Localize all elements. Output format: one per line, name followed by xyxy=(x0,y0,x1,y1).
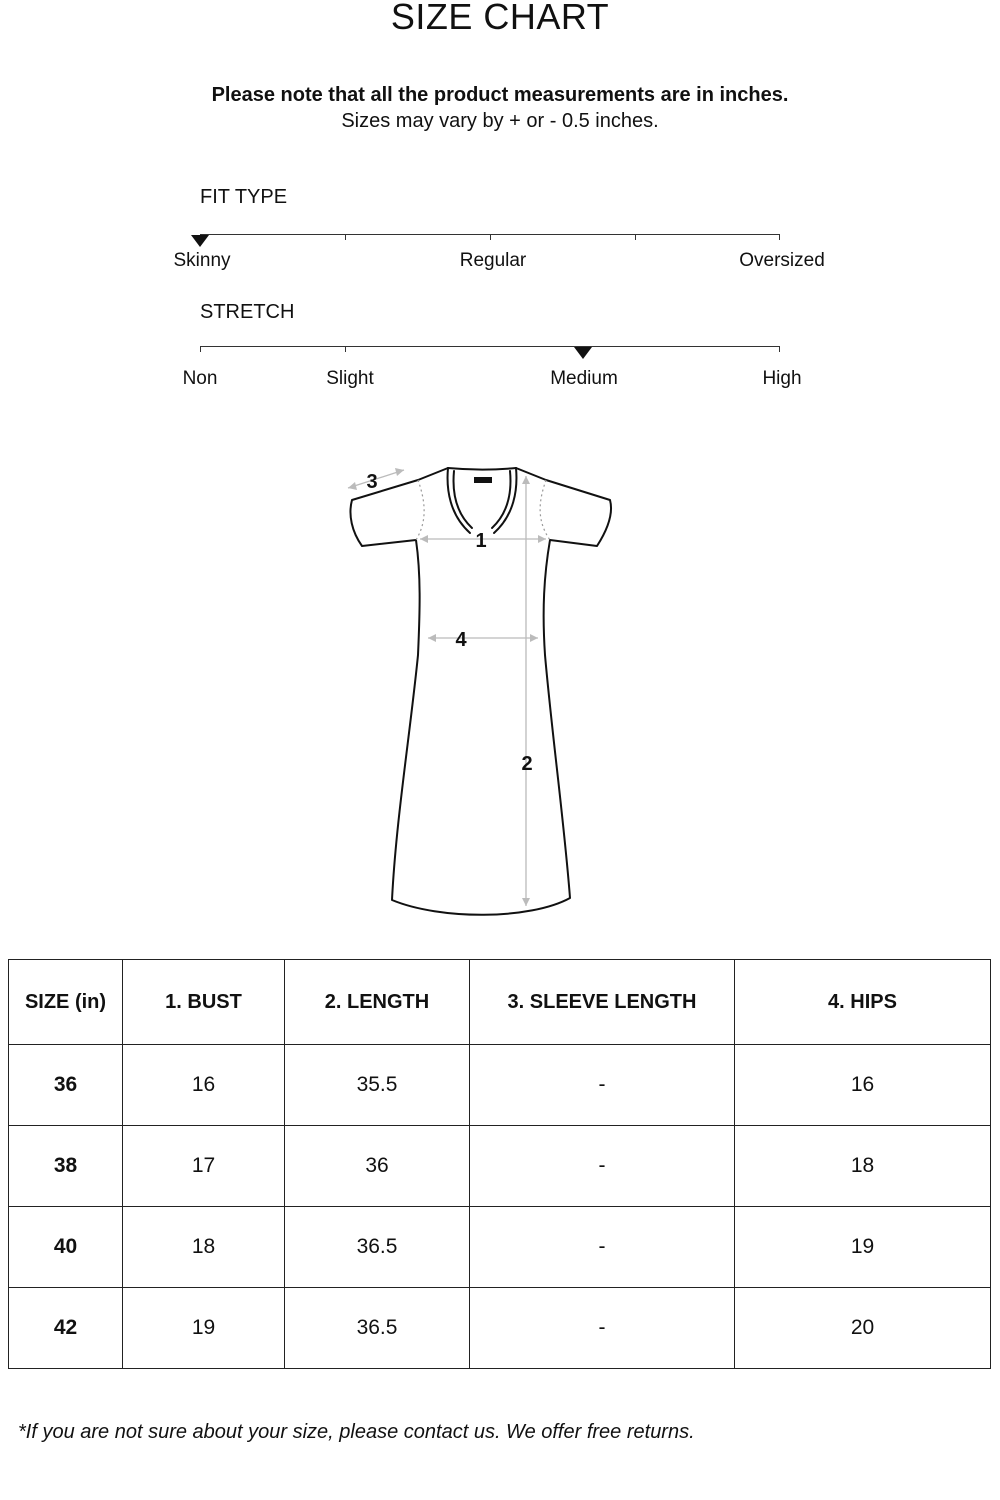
size-table xyxy=(8,959,991,1369)
cell-length: 36.5 xyxy=(285,1288,470,1369)
stretch-tick xyxy=(779,346,780,352)
cell-sleeve-length: - xyxy=(470,1288,735,1369)
stretch-title: STRETCH xyxy=(200,301,295,323)
fit-type-tick xyxy=(779,234,780,240)
stretch-label-non: Non xyxy=(182,368,218,389)
stretch-label-slight: Slight xyxy=(326,368,374,389)
variance-note: Sizes may vary by + or - 0.5 inches. xyxy=(341,110,659,132)
stretch-label-high: High xyxy=(762,368,802,389)
cell-hips: 20 xyxy=(735,1288,991,1369)
diagram-marker-length: 2 xyxy=(521,753,533,775)
stretch-line xyxy=(200,346,780,347)
page-title: SIZE CHART xyxy=(390,0,610,37)
cell-sleeve-length: - xyxy=(470,1045,735,1126)
cell-hips: 18 xyxy=(735,1126,991,1207)
diagram-marker-hips: 4 xyxy=(455,629,467,651)
cell-length: 36 xyxy=(285,1126,470,1207)
fit-type-label-oversized: Oversized xyxy=(739,250,825,271)
cell-size: 42 xyxy=(9,1288,123,1369)
fit-type-tick xyxy=(345,234,346,240)
cell-bust: 18 xyxy=(123,1207,285,1288)
header-size: SIZE (in) xyxy=(9,960,123,1045)
dress-outline-icon xyxy=(330,455,630,925)
fit-type-marker-icon xyxy=(191,235,209,247)
cell-hips: 19 xyxy=(735,1207,991,1288)
fit-type-tick xyxy=(635,234,636,240)
header-hips: 4. HIPS xyxy=(735,960,991,1045)
footnote: *If you are not sure about your size, please contact us. We offer free returns. xyxy=(18,1421,695,1443)
measurement-note: Please note that all the product measurements are in inches. xyxy=(211,84,789,106)
diagram-marker-sleeve: 3 xyxy=(366,471,378,493)
table-row xyxy=(9,1126,991,1207)
cell-hips: 16 xyxy=(735,1045,991,1126)
cell-bust: 16 xyxy=(123,1045,285,1126)
stretch-marker-icon xyxy=(574,347,592,359)
cell-length: 35.5 xyxy=(285,1045,470,1126)
cell-size: 38 xyxy=(9,1126,123,1207)
fit-type-title: FIT TYPE xyxy=(200,186,288,208)
table-header-row xyxy=(9,960,991,1045)
stretch-tick xyxy=(200,346,201,352)
header-bust: 1. BUST xyxy=(123,960,285,1045)
cell-size: 36 xyxy=(9,1045,123,1126)
fit-type-label-skinny: Skinny xyxy=(173,250,231,271)
cell-size: 40 xyxy=(9,1207,123,1288)
table-row xyxy=(9,1045,991,1126)
fit-type-label-regular: Regular xyxy=(459,250,527,271)
stretch-tick xyxy=(345,346,346,352)
table-row xyxy=(9,1207,991,1288)
cell-bust: 17 xyxy=(123,1126,285,1207)
table-row xyxy=(9,1288,991,1369)
cell-length: 36.5 xyxy=(285,1207,470,1288)
fit-type-tick xyxy=(490,234,491,240)
diagram-marker-bust: 1 xyxy=(475,530,487,552)
header-length: 2. LENGTH xyxy=(285,960,470,1045)
cell-sleeve-length: - xyxy=(470,1207,735,1288)
stretch-label-medium: Medium xyxy=(550,368,618,389)
cell-bust: 19 xyxy=(123,1288,285,1369)
cell-sleeve-length: - xyxy=(470,1126,735,1207)
header-sleeve-length: 3. SLEEVE LENGTH xyxy=(470,960,735,1045)
